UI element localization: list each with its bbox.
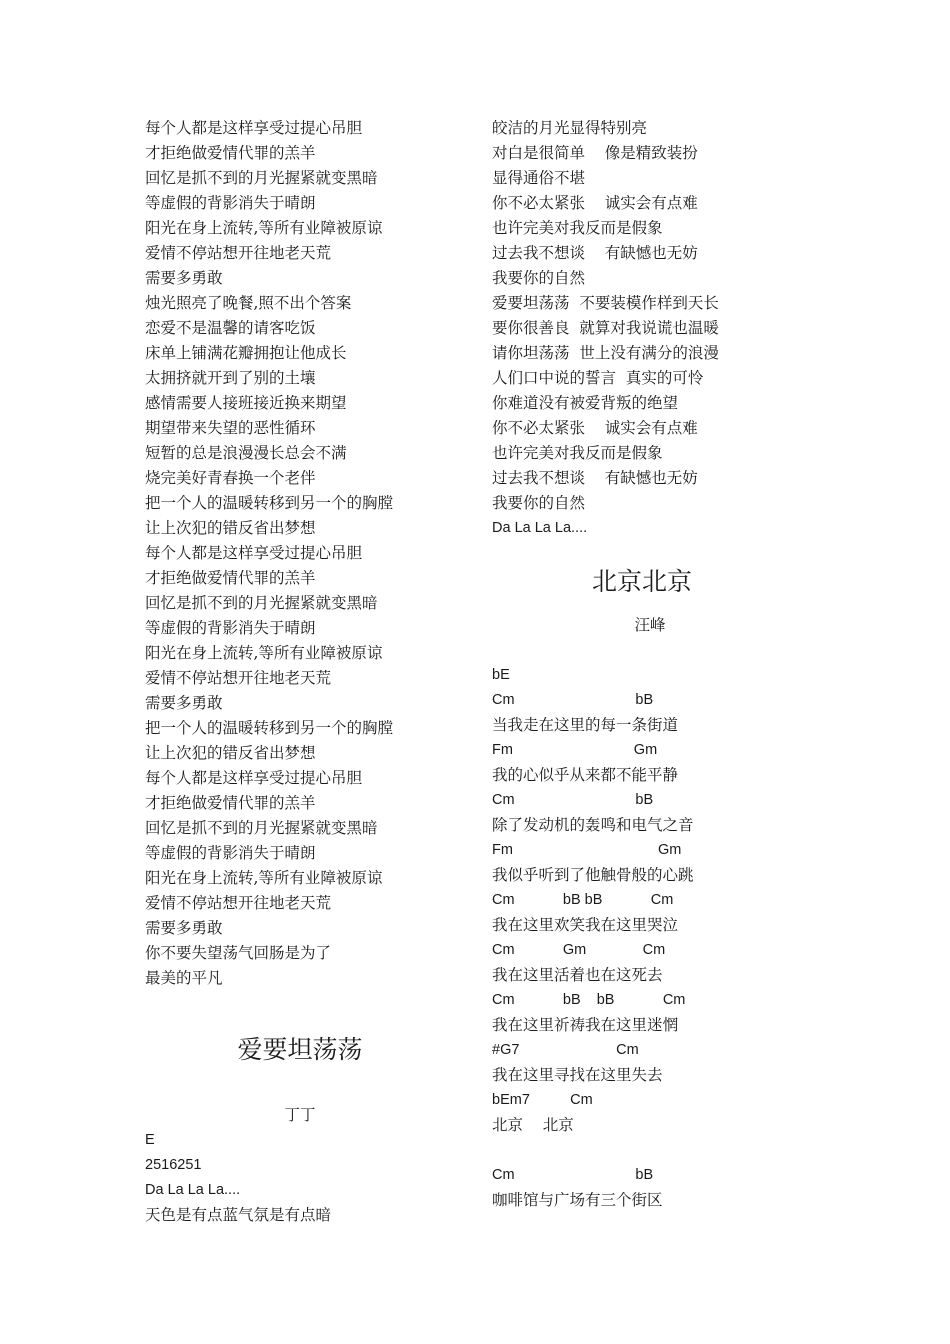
lyric-line: 需要多勇敢	[145, 694, 223, 712]
lyric-line: 爱要坦荡荡 不要装模作样到天长	[492, 294, 719, 312]
lyric-line: 皎洁的月光显得特别亮	[492, 119, 648, 137]
lyric-line: 等虚假的背影消失于晴朗	[145, 844, 316, 862]
lyric-line: 你不必太紧张 诚实会有点难	[492, 194, 698, 212]
lyric-line: 我似乎听到了他触骨般的心跳	[492, 866, 694, 884]
lyric-line: 我在这里寻找在这里失去	[492, 1066, 663, 1084]
lyric-line: 爱情不停站想开往地老天荒	[145, 894, 332, 912]
lyric-line: 你不要失望荡气回肠是为了	[145, 944, 332, 962]
chord-line: bEm7 Cm	[492, 1092, 593, 1108]
lyric-line: 咖啡馆与广场有三个街区	[492, 1191, 663, 1209]
lyric-line: 也许完美对我反而是假象	[492, 219, 663, 237]
lyric-line: 等虚假的背影消失于晴朗	[145, 194, 316, 212]
lyric-line: 每个人都是这样享受过提心吊胆	[145, 119, 363, 137]
song2-intro-block	[145, 1128, 445, 1228]
left-lyrics-block	[145, 116, 445, 991]
chord-line: Cm bB	[492, 792, 654, 808]
lyric-line: 我在这里欢笑我在这里哭泣	[492, 916, 679, 934]
chord-line: Fm Gm	[492, 742, 658, 758]
lyric-line: 感情需要人接班接近换来期望	[145, 394, 347, 412]
lyric-line: 才拒绝做爱情代罪的羔羊	[145, 144, 316, 162]
chord-line: Cm Gm Cm	[492, 942, 666, 958]
song-artist-dingding: 丁丁	[284, 1106, 316, 1124]
song3-chords-lyrics	[492, 663, 792, 1213]
chord-line: Cm bB	[492, 1167, 654, 1183]
song-title-beijing-beijing: 北京北京	[591, 567, 692, 596]
chord-line: Da La La La....	[492, 520, 588, 536]
lyric-line: 爱情不停站想开往地老天荒	[145, 244, 332, 262]
lyric-line: 对白是很简单 像是精致装扮	[492, 144, 698, 162]
lyric-line: 短暂的总是浪漫漫长总会不满	[145, 444, 347, 462]
lyric-line: 我在这里活着也在这死去	[492, 966, 663, 984]
lyric-line: 除了发动机的轰鸣和电气之音	[492, 816, 694, 834]
lyric-line: 让上次犯的错反省出梦想	[145, 519, 316, 537]
chord-line: 2516251	[145, 1157, 202, 1173]
lyric-line: 恋爱不是温馨的请客吃饭	[145, 319, 316, 337]
lyric-line: 每个人都是这样享受过提心吊胆	[145, 769, 363, 787]
chord-line: E	[145, 1132, 155, 1148]
lyric-line: 爱情不停站想开往地老天荒	[145, 669, 332, 687]
lyric-line: 太拥挤就开到了别的土壤	[145, 369, 316, 387]
lyric-line: 把一个人的温暖转移到另一个的胸膛	[145, 719, 394, 737]
chord-line: bE	[492, 667, 510, 683]
lyric-line: 过去我不想谈 有缺憾也无妨	[492, 469, 698, 487]
lyric-line: 请你坦荡荡 世上没有满分的浪漫	[492, 344, 719, 362]
lyric-line: 回忆是抓不到的月光握紧就变黑暗	[145, 594, 378, 612]
lyric-line: 过去我不想谈 有缺憾也无妨	[492, 244, 698, 262]
blank-line	[492, 1138, 792, 1163]
lyric-line: 烧完美好青春换一个老伴	[145, 469, 316, 487]
right-lyrics-block	[492, 116, 752, 541]
song-artist-wangfeng: 汪峰	[634, 616, 666, 634]
lyric-line: 才拒绝做爱情代罪的羔羊	[145, 794, 316, 812]
lyric-line: 人们口中说的誓言 真实的可怜	[492, 369, 704, 387]
lyric-line: 床单上铺满花瓣拥抱让他成长	[145, 344, 347, 362]
lyric-line: 要你很善良 就算对我说谎也温暖	[492, 319, 719, 337]
lyric-line: 等虚假的背影消失于晴朗	[145, 619, 316, 637]
lyric-line: 天色是有点蓝气氛是有点暗	[145, 1206, 332, 1224]
chord-line: #G7 Cm	[492, 1042, 639, 1058]
lyric-line: 回忆是抓不到的月光握紧就变黑暗	[145, 169, 378, 187]
lyric-line: 显得通俗不堪	[492, 169, 586, 187]
song-title-ai-yao-tan-dang-dang: 爱要坦荡荡	[237, 1035, 363, 1064]
chord-line: Da La La La....	[145, 1182, 241, 1198]
lyric-line: 最美的平凡	[145, 969, 223, 987]
lyric-line: 也许完美对我反而是假象	[492, 444, 663, 462]
lyric-line: 让上次犯的错反省出梦想	[145, 744, 316, 762]
lyric-line: 阳光在身上流转,等所有业障被原谅	[145, 644, 383, 662]
chord-line: Cm bB bB Cm	[492, 892, 674, 908]
lyric-line: 你难道没有被爱背叛的绝望	[492, 394, 679, 412]
lyric-line: 需要多勇敢	[145, 269, 223, 287]
lyric-line: 当我走在这里的每一条街道	[492, 716, 679, 734]
lyric-line: 期望带来失望的恶性循环	[145, 419, 316, 437]
lyric-line: 我的心似乎从来都不能平静	[492, 766, 679, 784]
chord-line: Cm bB bB Cm	[492, 992, 686, 1008]
lyric-line: 北京 北京	[492, 1116, 574, 1134]
lyric-line: 我要你的自然	[492, 494, 586, 512]
chord-line: Cm bB	[492, 692, 654, 708]
chord-line: Fm Gm	[492, 842, 682, 858]
lyric-line: 每个人都是这样享受过提心吊胆	[145, 544, 363, 562]
lyric-line: 回忆是抓不到的月光握紧就变黑暗	[145, 819, 378, 837]
lyric-line: 我要你的自然	[492, 269, 586, 287]
lyric-line: 阳光在身上流转,等所有业障被原谅	[145, 869, 383, 887]
lyric-line: 阳光在身上流转,等所有业障被原谅	[145, 219, 383, 237]
lyric-line: 你不必太紧张 诚实会有点难	[492, 419, 698, 437]
lyric-line: 需要多勇敢	[145, 919, 223, 937]
lyric-line: 才拒绝做爱情代罪的羔羊	[145, 569, 316, 587]
lyric-line: 烛光照亮了晚餐,照不出个答案	[145, 294, 352, 312]
lyric-line: 把一个人的温暖转移到另一个的胸膛	[145, 494, 394, 512]
lyric-line: 我在这里祈祷我在这里迷惘	[492, 1016, 679, 1034]
